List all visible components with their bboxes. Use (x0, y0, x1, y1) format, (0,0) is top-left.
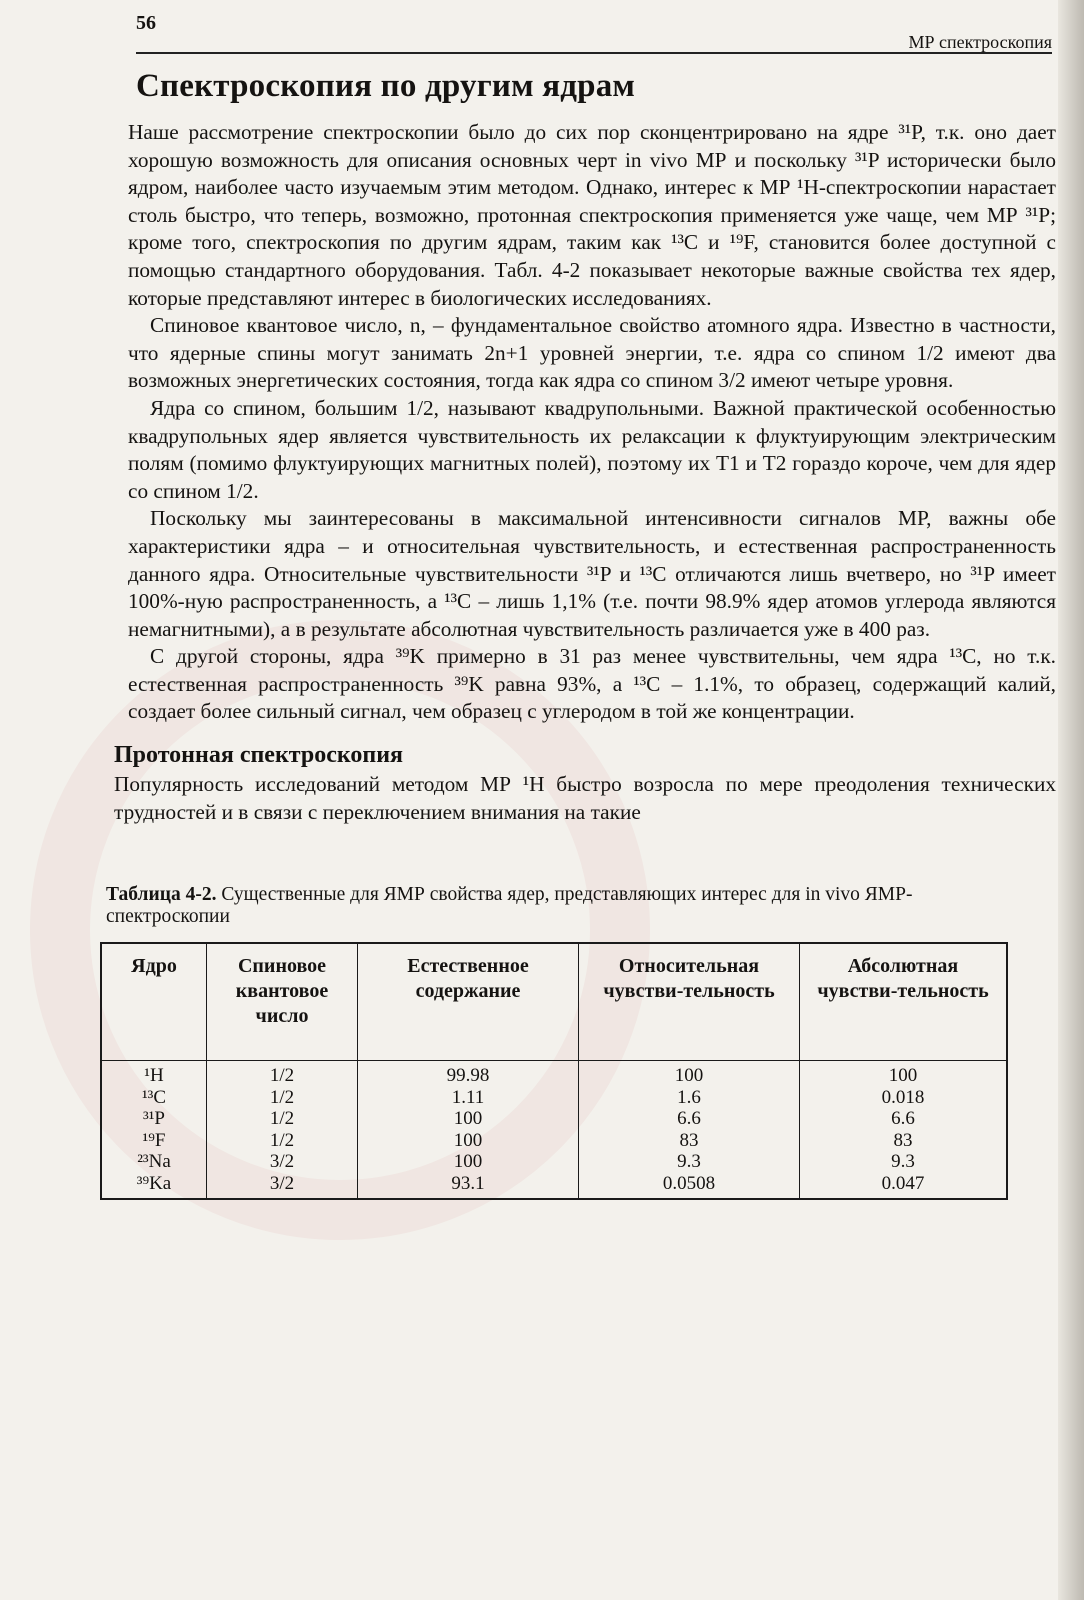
abundance-cell: 100 (453, 1151, 483, 1173)
table-caption-text: Существенные для ЯМР свойства ядер, представляющих интерес для in vivo ЯМР-спектроскопии (106, 884, 913, 928)
nucleus-cell: ³¹P (143, 1108, 165, 1130)
relative-cell: 83 (679, 1129, 699, 1151)
abundance-column (358, 1061, 579, 1200)
table-caption-label: Таблица 4-2. (106, 884, 217, 906)
page-header (136, 8, 1052, 54)
subsection-title: Протонная спектроскопия (114, 742, 404, 769)
table-row (101, 1061, 1007, 1200)
paragraph: Наше рассмотрение спектроскопии было до сих пор сконцентрировано на ядре ³¹P, т.к. оно дает хорошую возможность для описания основных черт in vivo МР и поскольку ³¹P исторически было ядром, наиболее часто изучаемым этим методом. Однако, интерес к МР ¹H-спектроскопии нарастает столь быстро, что теперь, возможно, протонная спектроскопия применяется уже чаще, чем МР ³¹P; кроме того, спектроскопия по другим ядрам, таким как ¹³C и ¹⁹F, становится более доступной с помощью стандартного оборудования. Табл. 4-2 показывает некоторые важные свойства тех ядер, которые представляют интерес в биологических исследованиях. (128, 120, 1056, 310)
nucleus-cell: ¹H (144, 1065, 164, 1087)
paragraph: Ядра со спином, большим 1/2, называют квадрупольными. Важной практической особенностью квадрупольных ядер является чувствительность их релаксации к флуктуирующим электрическим полям (помимо флуктуирующих магнитных полей), поэтому их T1 и T2 гораздо короче, чем для ядер со спином 1/2. (128, 395, 1056, 503)
column-header-abundance: Естественное содержание (358, 943, 579, 1061)
absolute-cell: 100 (888, 1065, 918, 1087)
page-edge-shadow (1058, 0, 1084, 1600)
abundance-cell: 99.98 (446, 1065, 490, 1087)
absolute-column (800, 1061, 1008, 1200)
relative-cell: 100 (674, 1065, 704, 1087)
paragraph: С другой стороны, ядра ³⁹K примерно в 31 раз менее чувствительны, чем ядра ¹³C, но т.к. естественная распространенность ³⁹K равна 93%, а ¹³C – 1.1%, то образец, содержащий калий, создает более сильный сигнал, чем образец с углеродом в той же концентрации. (128, 644, 1056, 724)
page-content (106, 68, 1056, 1200)
section-title: Спектроскопия по другим ядрам (136, 68, 636, 104)
spin-cell: 1/2 (269, 1065, 295, 1087)
column-header-relative: Относительная чувстви-тельность (579, 943, 800, 1061)
abundance-cell: 100 (453, 1129, 483, 1151)
paragraph: Спиновое квантовое число, n, – фундаментальное свойство атомного ядра. Известно в частности, что ядерные спины могут занимать 2n+1 уровней энергии, т.е. ядра со спином 1/2 имеют два возможных энергетических состояния, тогда как ядра со спином 3/2 имеют четыре уровня. (128, 313, 1056, 393)
table-caption (106, 884, 1018, 928)
nucleus-cell: ¹³C (141, 1086, 167, 1108)
relative-column (579, 1061, 800, 1200)
nuclei-properties-table (100, 942, 1008, 1200)
abundance-cell: 100 (453, 1108, 483, 1130)
nucleus-cell: ¹⁹F (142, 1129, 166, 1151)
absolute-cell: 0.047 (881, 1172, 925, 1194)
paragraph: Популярность исследований методом МР ¹H быстро возросла по мере преодоления технических трудностей и в связи с переключением внимания на такие (114, 772, 1056, 824)
column-header-nucleus: Ядро (101, 943, 207, 1061)
proton-section (114, 742, 1056, 826)
page-number: 56 (136, 12, 156, 34)
spin-cell: 1/2 (269, 1108, 295, 1130)
running-head: МР спектроскопия (908, 32, 1052, 52)
relative-cell: 6.6 (677, 1108, 701, 1130)
absolute-cell: 6.6 (891, 1108, 915, 1130)
nucleus-column (101, 1061, 207, 1200)
abundance-cell: 1.11 (451, 1086, 485, 1108)
table-header-row (101, 943, 1007, 1061)
spin-cell: 1/2 (269, 1086, 295, 1108)
relative-cell: 9.3 (677, 1151, 701, 1173)
nucleus-cell: ³⁹Ka (136, 1172, 172, 1194)
spin-cell: 1/2 (269, 1129, 295, 1151)
spin-column (207, 1061, 358, 1200)
spin-cell: 3/2 (269, 1172, 295, 1194)
paragraph: Поскольку мы заинтересованы в максимальной интенсивности сигналов МР, важны обе характеристики ядра – и относительная чувствительность, и естественная распространенность данного ядра. Относительные чувствительности ³¹P и ¹³C отличаются лишь вчетверо, но ³¹P имеет 100%-ную распространенность, а ¹³C – лишь 1,1% (т.е. почти 98.9% ядер атомов углерода являются немагнитными), а в результате абсолютная чувствительность различается уже в 400 раз. (128, 506, 1056, 641)
column-header-absolute: Абсолютная чувстви-тельность (800, 943, 1008, 1061)
absolute-cell: 0.018 (881, 1086, 925, 1108)
spin-cell: 3/2 (269, 1151, 295, 1173)
relative-cell: 0.0508 (662, 1172, 716, 1194)
relative-cell: 1.6 (677, 1086, 701, 1108)
abundance-cell: 93.1 (451, 1172, 485, 1194)
column-header-spin: Спиновое квантовое число (207, 943, 358, 1061)
absolute-cell: 83 (893, 1129, 913, 1151)
absolute-cell: 9.3 (891, 1151, 915, 1173)
nucleus-cell: ²³Na (137, 1151, 171, 1173)
